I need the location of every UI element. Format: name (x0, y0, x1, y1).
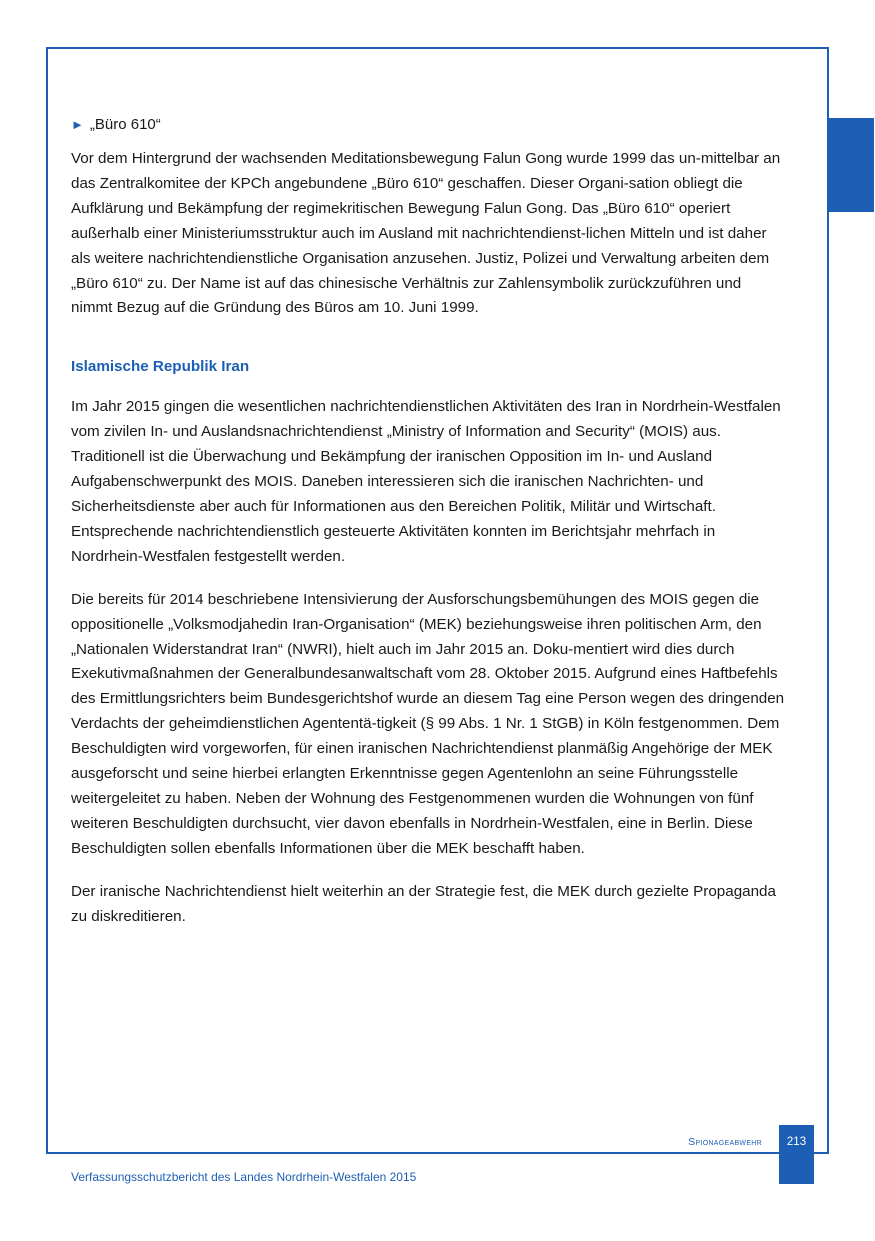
page-number: 213 (786, 1136, 807, 1148)
paragraph: Vor dem Hintergrund der wachsenden Meditationsbewegung Falun Gong wurde 1999 das un-mittelbar an das Zentralkomitee der KPCh angebundene „Büro 610“ geschaffen. Dieser Organi-sation obliegt die Aufklärung und Bekämpfung der regimekritischen Bewegung Falun Gong. Das „Büro 610“ operiert außerhalb einer Ministeriumsstruktur auch im Ausland mit nachrichtendienst-lichen Mitteln und ist daher als weitere nachrichtendienstliche Organisation anzusehen. Justiz, Polizei und Verwaltung arbeiten dem „Büro 610“ zu. Der Name ist auf das chinesische Verhältnis zur Zahlensymbolik zurückzuführen und nimmt Bezug auf die Gründung des Büros am 10. Juni 1999. (71, 150, 781, 317)
triangle-right-icon: ► (71, 117, 84, 132)
publication-title: Verfassungsschutzbericht des Landes Nordrhein-Westfalen 2015 (71, 1170, 417, 1184)
paragraph: Im Jahr 2015 gingen die wesentlichen nachrichtendienstlichen Aktivitäten des Iran in Nordrhein-Westfalen vom zivilen In- und Auslandsnachrichtendienst „Ministry of Information and Security“ (MOIS) aus. Traditionell ist die Überwachung und Bekämpfung der iranischen Opposition im In- und Ausland Aufgabenschwerpunkt des MOIS. Daneben interessieren sich die iranischen Nachrichten- und Sicherheitsdienste aber auch für Informationen aus den Bereichen Politik, Militär und Wirtschaft. Entsprechende nachrichtendienstlich gesteuerte Aktivitäten konnten im Berichtsjahr mehrfach in Nordrhein-Westfalen festgestellt werden. (71, 398, 781, 565)
main-content (71, 113, 785, 947)
chapter-label: Spionageabwehr (688, 1136, 762, 1148)
subsection-heading-text: „Büro 610“ (89, 116, 161, 133)
chapter-side-tab (829, 118, 874, 212)
paragraph: Der iranische Nachrichtendienst hielt weiterhin an der Strategie fest, die MEK durch gezielte Propaganda zu diskreditieren. (71, 882, 776, 925)
section-heading: Islamische Republik Iran (71, 358, 250, 376)
page-number-box (779, 1125, 814, 1184)
paragraph: Die bereits für 2014 beschriebene Intensivierung der Ausforschungsbemühungen des MOIS gegen die oppositionelle „Volksmodjahedin Iran-Organisation“ (MEK) beziehungsweise ihren politischen Arm, den „Nationalen Widerstandrat Iran“ (NWRI), hielt auch im Jahr 2015 an. Doku-mentiert wird dies durch Exekutivmaßnahmen der Generalbundesanwaltschaft vom 28. Oktober 2015. Aufgrund eines Haftbefehls des Ermittlungsrichters beim Bundesgerichtshof wurde an diesem Tag eine Person wegen des dringenden Verdachts der geheimdienstlichen Agententä-tigkeit (§ 99 Abs. 1 Nr. 1 StGB) in Köln festgenommen. Dem Beschuldigten wird vorgeworfen, für einen iranischen Nachrichtendienst planmäßig Angehörige der MEK ausgeforscht und seine hierbei erlangten Erkenntnisse gegen Agentenlohn an seine Führungsstelle weitergeleitet zu haben. Neben der Wohnung des Festgenommenen wurden die Wohnungen von fünf weiteren Beschuldigten durchsucht, vier davon ebenfalls in Nordrhein-Westfalen, eine in Berlin. Diese Beschuldigten sollen ebenfalls Informationen über die MEK beschafft haben. (71, 590, 785, 857)
subsection-heading (71, 113, 785, 137)
